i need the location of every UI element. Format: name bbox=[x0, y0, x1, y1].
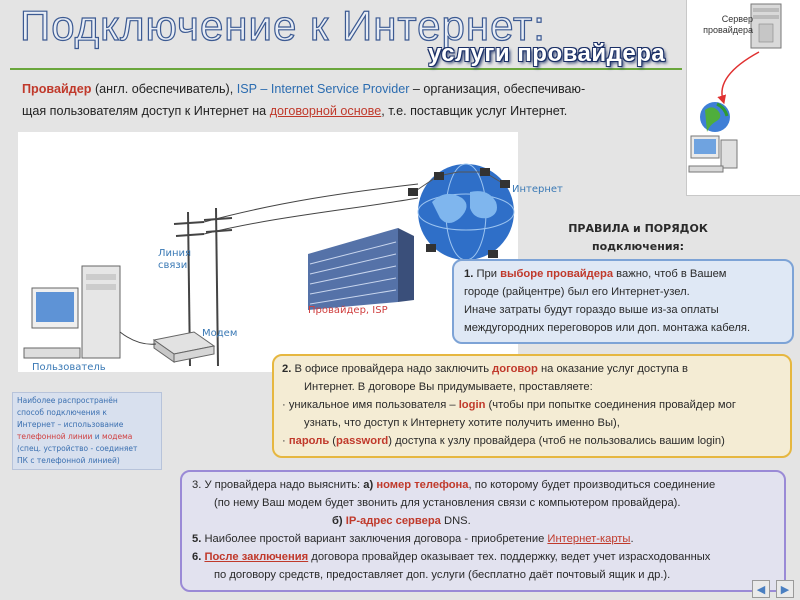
user-computer-icon bbox=[24, 266, 120, 358]
rule-text: (чтобы при попытке соединения провайдер мог bbox=[485, 399, 736, 411]
rule-text: · bbox=[282, 435, 289, 447]
rule-highlight: IP-адрес сервера bbox=[345, 515, 441, 527]
rule-number: 6. bbox=[192, 551, 202, 563]
note-phone-line: телефонной линии bbox=[17, 432, 93, 441]
rule-text: городе (райцентре) был его Интернет-узел. bbox=[464, 286, 690, 298]
rule-number: 1. bbox=[464, 268, 474, 280]
label-provider: Провайдер, ISP bbox=[308, 305, 388, 316]
page-title: Подключение к Интернет: bbox=[20, 2, 546, 49]
rule-text: ( bbox=[329, 435, 337, 447]
note-line: Интернет – использование bbox=[17, 420, 124, 429]
rule-highlight: пароль bbox=[288, 435, 330, 447]
rules-heading bbox=[548, 220, 728, 256]
modem-icon bbox=[120, 332, 214, 362]
term-provider: Провайдер bbox=[22, 82, 92, 96]
contract-term: договорной основе bbox=[269, 104, 382, 118]
rule-text: 3. У провайдера надо выяснить: bbox=[192, 479, 364, 491]
label-modem: Модем bbox=[202, 328, 238, 339]
provider-building-icon bbox=[308, 228, 414, 310]
rule-text: , по которому будет производиться соединение bbox=[468, 479, 716, 491]
definition-text-3: щая пользователям доступ к Интернет на bbox=[22, 104, 270, 118]
rule-number: 2. bbox=[282, 363, 292, 375]
rule-text: на оказание услуг доступа в bbox=[537, 363, 688, 375]
note-line: (спец. устройство - соединяет bbox=[17, 444, 138, 453]
globe-icon bbox=[408, 164, 514, 260]
rules-heading-line2: подключения: bbox=[591, 240, 685, 253]
note-conj: и bbox=[92, 432, 103, 441]
rule-highlight: login bbox=[458, 399, 486, 411]
prev-slide-button[interactable]: ◀ bbox=[752, 580, 770, 598]
rule-text: · уникальное имя пользователя – bbox=[282, 399, 459, 411]
title-divider bbox=[10, 68, 682, 70]
rules-heading-line1: ПРАВИЛА и ПОРЯДОК bbox=[568, 222, 708, 235]
note-line: Наиболее распространён bbox=[17, 396, 118, 405]
label-user: Пользователь bbox=[32, 362, 106, 373]
rule-3-box bbox=[180, 470, 786, 592]
rule-highlight: выборе провайдера bbox=[500, 268, 614, 280]
rule-highlight: password bbox=[336, 435, 389, 447]
globe-icon bbox=[700, 102, 730, 132]
label-internet: Интернет bbox=[512, 184, 563, 195]
rule-text: DNS. bbox=[440, 515, 471, 527]
rule-number: 5. bbox=[192, 533, 202, 545]
note-line bbox=[17, 431, 157, 443]
rule-highlight: После заключения bbox=[204, 551, 309, 563]
rule-2-box bbox=[272, 354, 792, 458]
definition-text-1: (англ. обеспечиватель), bbox=[91, 82, 237, 96]
computer-icon bbox=[689, 136, 737, 172]
rule-text: Наиболее простой вариант заключения договора - приобретение bbox=[201, 533, 548, 545]
internet-card-link[interactable]: Интернет-карты bbox=[547, 533, 631, 545]
rule-text: узнать, что доступ к Интернету хотите получить именно Вы), bbox=[304, 417, 620, 429]
rule-text: а) bbox=[363, 479, 377, 491]
rule-1-box bbox=[452, 259, 794, 344]
note-line: способ подключения к bbox=[17, 408, 107, 417]
rule-text: ) доступа к узлу провайдера (чтоб не пользовались вашим login) bbox=[388, 435, 725, 447]
rule-text: (по нему Ваш модем будет звонить для установления связи с компьютером провайдера). bbox=[214, 497, 681, 509]
next-slide-button[interactable]: ▶ bbox=[776, 580, 794, 598]
rule-text: Интернет. В договоре Вы придумываете, проставляете: bbox=[304, 381, 593, 393]
page-subtitle: услуги провайдера bbox=[428, 40, 666, 67]
rule-text: В офисе провайдера надо заключить bbox=[291, 363, 493, 375]
isp-term: ISP – Internet Service Provider bbox=[236, 82, 410, 96]
rule-text: договора провайдер оказывает тех. поддержку, ведет учет израсходованных bbox=[308, 551, 711, 563]
rule-text: междугородних переговоров или доп. монтажа кабеля. bbox=[464, 322, 751, 334]
connection-note bbox=[12, 392, 162, 470]
server-icon bbox=[751, 4, 781, 48]
server-label: Сервер провайдера bbox=[703, 14, 753, 35]
definition-paragraph bbox=[22, 78, 682, 122]
rule-text: Иначе затраты будут гораздо выше из-за оплаты bbox=[464, 304, 719, 316]
note-modem: модема bbox=[102, 432, 133, 441]
rule-text: б) bbox=[332, 515, 346, 527]
label-line: Линия связи bbox=[158, 248, 192, 271]
definition-text-2: – организация, обеспечиваю- bbox=[409, 82, 586, 96]
definition-text-4: , т.е. поставщик услуг Интернет. bbox=[381, 104, 568, 118]
rule-text: . bbox=[630, 533, 634, 545]
rule-highlight: номер телефона bbox=[376, 479, 469, 491]
note-line: ПК с телефонной линией) bbox=[17, 456, 120, 465]
connection-diagram-art bbox=[18, 132, 518, 372]
rule-highlight: договор bbox=[492, 363, 538, 375]
rule-text: по договору средств, предоставляет доп. услуги (бесплатно даёт почтовый ящик и др.). bbox=[214, 569, 671, 581]
rule-text: важно, чтоб в Вашем bbox=[613, 268, 727, 280]
rule-text: При bbox=[473, 268, 501, 280]
